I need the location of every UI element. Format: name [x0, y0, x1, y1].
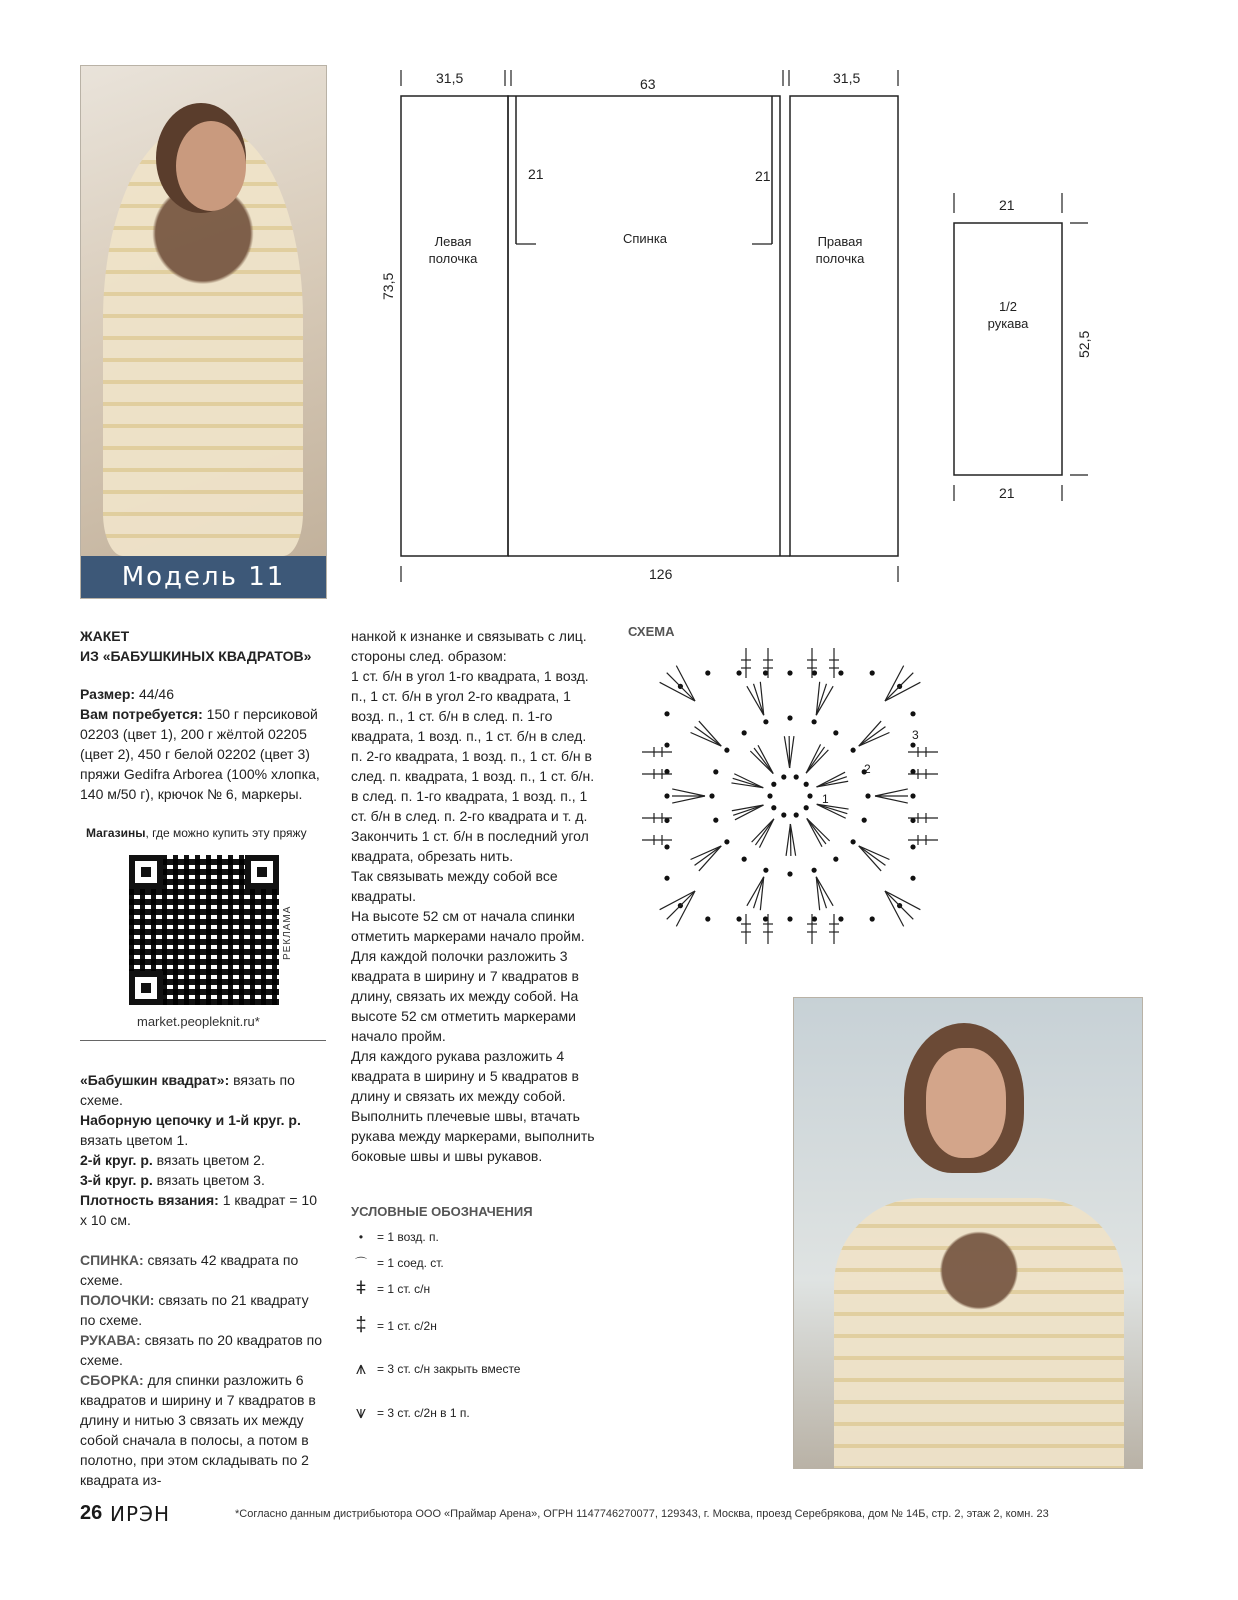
chain-dot [787, 871, 792, 876]
stitch-stroke [752, 819, 774, 842]
dim-height: 73,5 [380, 272, 396, 300]
col2-p2: 1 ст. б/н в угол 1-го квадрата, 1 возд. п., 1 ст. б/н в угол 2-го квадрата, 1 возд. п., 1 ст. б/н в след. п. 1-го квадрата, 1 возд. п., 1 ст. б/н в след. п. 2-го квадрата, 1 возд. п., 1 ст. б/н в след. п. квадрата, 1 возд. п., 1 ст. б/н. в след. п. 1-го квадрата, 1 возд. п., 1 ст. б/н в след. п. 2-го квадрата и т. д. Закончить 1 ст. б/н в последний угол квадрата, обрезать нить. [351, 668, 595, 864]
chain-dot [763, 916, 768, 921]
chain-dot [705, 916, 710, 921]
stitch-stroke [807, 818, 826, 844]
qr-finder-tl [129, 855, 163, 889]
granny-label: «Бабушкин квадрат»: [80, 1072, 230, 1088]
chain-dot [851, 839, 856, 844]
model-head [176, 121, 246, 211]
round3-label: 3-й круг. р. [80, 1172, 153, 1188]
magazine-name: ИРЭН [110, 1502, 171, 1526]
chain-dot [664, 742, 669, 747]
chain-dot [812, 719, 817, 724]
qr-code[interactable] [129, 855, 279, 1005]
back-section-label: СПИНКА: [80, 1252, 144, 1268]
chain-dot [910, 769, 915, 774]
fronts-section-value: связать по 21 квадрату по схеме. [80, 1292, 309, 1328]
stitch-stroke [806, 750, 828, 773]
stitch-stroke [807, 818, 830, 841]
chain-dot [838, 670, 843, 675]
chain-dot [865, 793, 870, 798]
chain-dot [910, 844, 915, 849]
round2-label: 2-й круг. р. [80, 1152, 153, 1168]
legend-text: = 3 ст. с/2н в 1 п. [377, 1405, 470, 1420]
chain-dot [794, 812, 799, 817]
col2-p4: На высоте 52 см от начала спинки отметить маркерами начало пройм. [351, 908, 585, 944]
assembly-section-value: для спинки разложить 6 квадратов и ширину и 7 квадратов в длину и нитью 3 связать их между собой сначала в полосы, а потом в полотно, при этом складывать по 2 квадрата из- [80, 1372, 316, 1488]
legend-text: = 1 соед. ст. [377, 1255, 444, 1270]
chain-dot [807, 793, 812, 798]
stitch-stroke [786, 824, 790, 856]
legend-tr-icon: ‡ [355, 1314, 367, 1336]
assembly-section-label: СБОРКА: [80, 1372, 144, 1388]
stitch-stroke [667, 891, 695, 919]
chain-dot [742, 730, 747, 735]
round2-value: вязать цветом 2. [152, 1152, 265, 1168]
density-value: 1 квадрат = 10 х 10 см. [80, 1192, 317, 1228]
stitch-stroke [790, 736, 794, 768]
chain-dot [812, 916, 817, 921]
qr-finder-tr [245, 855, 279, 889]
shop-url[interactable]: market.peopleknit.ru* [137, 1014, 260, 1029]
legend-item [351, 1254, 444, 1271]
chain-dot [763, 670, 768, 675]
back-label: Спинка [622, 231, 668, 246]
stitch-stroke [859, 721, 881, 746]
chain-dot [910, 818, 915, 823]
chain-dot [910, 793, 915, 798]
shops-rest: , где можно купить эту пряжу [145, 826, 307, 840]
chain-dot [833, 730, 838, 735]
stitch-stroke [885, 673, 913, 701]
legend-cluster-icon: ⩚ [355, 1358, 367, 1378]
chain-dot [771, 805, 776, 810]
dim-sleeve-bottom: 21 [999, 485, 1015, 501]
chain-dot [838, 916, 843, 921]
stitch-stroke [699, 846, 721, 871]
chain-dot [736, 670, 741, 675]
legend-item [351, 1278, 430, 1299]
density-label: Плотность вязания: [80, 1192, 219, 1208]
stitch-stroke [667, 673, 695, 701]
chain-dot [713, 769, 718, 774]
chain-dot [804, 805, 809, 810]
chain-label: Наборную цепочку и 1-й круг. р. [80, 1112, 301, 1128]
chain-dot [851, 748, 856, 753]
stitch-stroke [859, 846, 881, 871]
footer-note: *Согласно данным дистрибьютора ООО «Праймар Арена», ОГРН 1147746270077, 129343, г. Москва, проезд Серебрякова, дом № 14Б, стр. 2, этаж 2, комн. 23 [235, 1508, 1049, 1520]
legend-shell-icon: ⩛ [355, 1402, 367, 1422]
chain-dot [705, 670, 710, 675]
chain-dot [787, 715, 792, 720]
left-panel-label: Левая полочка [428, 234, 478, 266]
stitch-stroke [754, 748, 773, 774]
chain-dot [763, 868, 768, 873]
col2-p5: Для каждой полочки разложить 3 квадрата в ширину и 7 квадратов в длину, связать их между собой. На высоте 52 см отметить маркерами начало пройм. [351, 948, 579, 1044]
legend-item [351, 1402, 470, 1423]
stitch-stroke [885, 891, 913, 919]
dim-top-center: 63 [640, 76, 656, 92]
fronts-section-label: ПОЛОЧКИ: [80, 1292, 155, 1308]
chain-dot [787, 670, 792, 675]
legend-text: = 1 возд. п. [377, 1230, 439, 1244]
chain-dot [910, 876, 915, 881]
scheme-round-label-3: 3 [912, 728, 919, 742]
legend-chain-icon: • [358, 1230, 364, 1244]
chain-dot [781, 812, 786, 817]
chain-dot [763, 719, 768, 724]
chain-dot [910, 742, 915, 747]
scheme-title: СХЕМА [628, 624, 675, 639]
chain-dot [664, 844, 669, 849]
chain-dot [870, 916, 875, 921]
article-title-2: ИЗ «БАБУШКИНЫХ КВАДРАТОВ» [80, 648, 312, 664]
sleeves-section-label: РУКАВА: [80, 1332, 141, 1348]
size-value: 44/46 [135, 686, 175, 702]
need-label: Вам потребуется: [80, 706, 203, 722]
model-face [926, 1048, 1006, 1158]
legend-item [351, 1314, 437, 1337]
granny-square-scheme [628, 634, 953, 959]
chain-dot [812, 670, 817, 675]
chain-dot [771, 782, 776, 787]
stitch-stroke [806, 747, 824, 773]
chain-dot [812, 868, 817, 873]
shops-line [86, 826, 307, 840]
stitch-stroke [755, 819, 773, 845]
legend-title: УСЛОВНЫЕ ОБОЗНАЧЕНИЯ [351, 1204, 533, 1219]
qr-finder-bl [129, 971, 163, 1005]
shops-bold: Магазины [86, 826, 146, 840]
dim-left-drop: 21 [528, 166, 544, 182]
stitch-stroke [672, 796, 705, 803]
chain-dot [664, 793, 669, 798]
chain-dot [787, 916, 792, 921]
dim-right-drop: 21 [755, 168, 771, 184]
chain-dot [862, 818, 867, 823]
chain-dot [781, 774, 786, 779]
article-column-2 [351, 626, 599, 1166]
dim-sleeve-top: 21 [999, 197, 1015, 213]
stitch-stroke [807, 818, 822, 846]
stitch-stroke [758, 745, 773, 773]
chain-dot [664, 769, 669, 774]
chain-dot [833, 857, 838, 862]
divider [80, 1040, 326, 1041]
dim-bottom: 126 [649, 566, 673, 582]
chain-dot [664, 711, 669, 716]
scheme-round-label-1: 1 [822, 792, 829, 806]
legend-slip-stitch-icon: ⌒ [354, 1256, 367, 1270]
dim-top-left: 31,5 [436, 70, 464, 86]
legend-item [351, 1358, 520, 1379]
legend-item [351, 1230, 439, 1244]
article-column-1b [80, 1070, 326, 1490]
chain-dot [742, 857, 747, 862]
stitch-stroke [806, 744, 820, 773]
legend-text: = 1 ст. с/н [377, 1281, 431, 1296]
model-caption: Модель 11 [81, 556, 326, 598]
dim-top-right: 31,5 [833, 70, 861, 86]
chain-dot [724, 839, 729, 844]
stitch-stroke [750, 751, 773, 774]
round3-value: вязать цветом 3. [152, 1172, 265, 1188]
stitch-stroke [672, 789, 705, 796]
ad-label: РЕКЛАМА [282, 905, 293, 960]
chain-dot [724, 748, 729, 753]
scheme-round-label-2: 2 [864, 762, 871, 776]
article-title-1: ЖАКЕТ [80, 628, 130, 644]
col2-p6: Для каждого рукава разложить 4 квадрата в ширину и 5 квадратов в длину и связать их между собой. [351, 1048, 579, 1104]
dim-sleeve-height: 52,5 [1076, 330, 1092, 358]
chain-dot [664, 876, 669, 881]
model-photo-bottom [793, 997, 1143, 1469]
chain-dot [767, 793, 772, 798]
article-column-1 [80, 626, 326, 804]
col2-p3: Так связывать между собой все квадраты. [351, 868, 558, 904]
stitch-stroke [759, 819, 773, 848]
chain-dot [794, 774, 799, 779]
stitch-stroke [875, 789, 908, 796]
chain-dot [870, 670, 875, 675]
legend-text: = 1 ст. с/2н [377, 1318, 437, 1333]
chain-dot [910, 711, 915, 716]
granny-value: вязать по схеме. [80, 1072, 295, 1108]
back-section-value: связать 42 квадрата по схеме. [80, 1252, 299, 1288]
need-value: 150 г персиковой 02203 (цвет 1), 200 г жёлтой 02205 (цвет 2), 450 г белой 02202 (цвет 3) пряжи Gedifra Arborea (100% хлопка, 140 м/50 г), крючок № 6, маркеры. [80, 706, 320, 802]
col2-p7: Выполнить плечевые швы, втачать рукава между маркерами, выполнить боковые швы и швы рукавов. [351, 1108, 595, 1164]
chain-dot [709, 793, 714, 798]
right-panel-label: Правая полочка [815, 234, 865, 266]
legend-text: = 3 ст. с/н закрыть вместе [377, 1361, 521, 1376]
stitch-stroke [699, 721, 721, 746]
chain-dot [736, 916, 741, 921]
sleeve-label: 1/2 рукава [987, 299, 1029, 331]
legend-dc-icon: ǂ [355, 1278, 367, 1298]
chain-dot [664, 818, 669, 823]
stitch-stroke [875, 796, 908, 803]
chain-dot [804, 782, 809, 787]
legend [351, 1204, 611, 1434]
sleeves-section-value: связать по 20 квадратов по схеме. [80, 1332, 323, 1368]
page-number: 26 [80, 1502, 103, 1524]
col2-p1: нанкой к изнанке и связывать с лиц. стороны след. образом: [351, 628, 587, 664]
chain-value: вязать цветом 1. [80, 1132, 189, 1148]
size-label: Размер: [80, 686, 136, 702]
model-photo-top [80, 65, 327, 599]
chain-dot [713, 818, 718, 823]
